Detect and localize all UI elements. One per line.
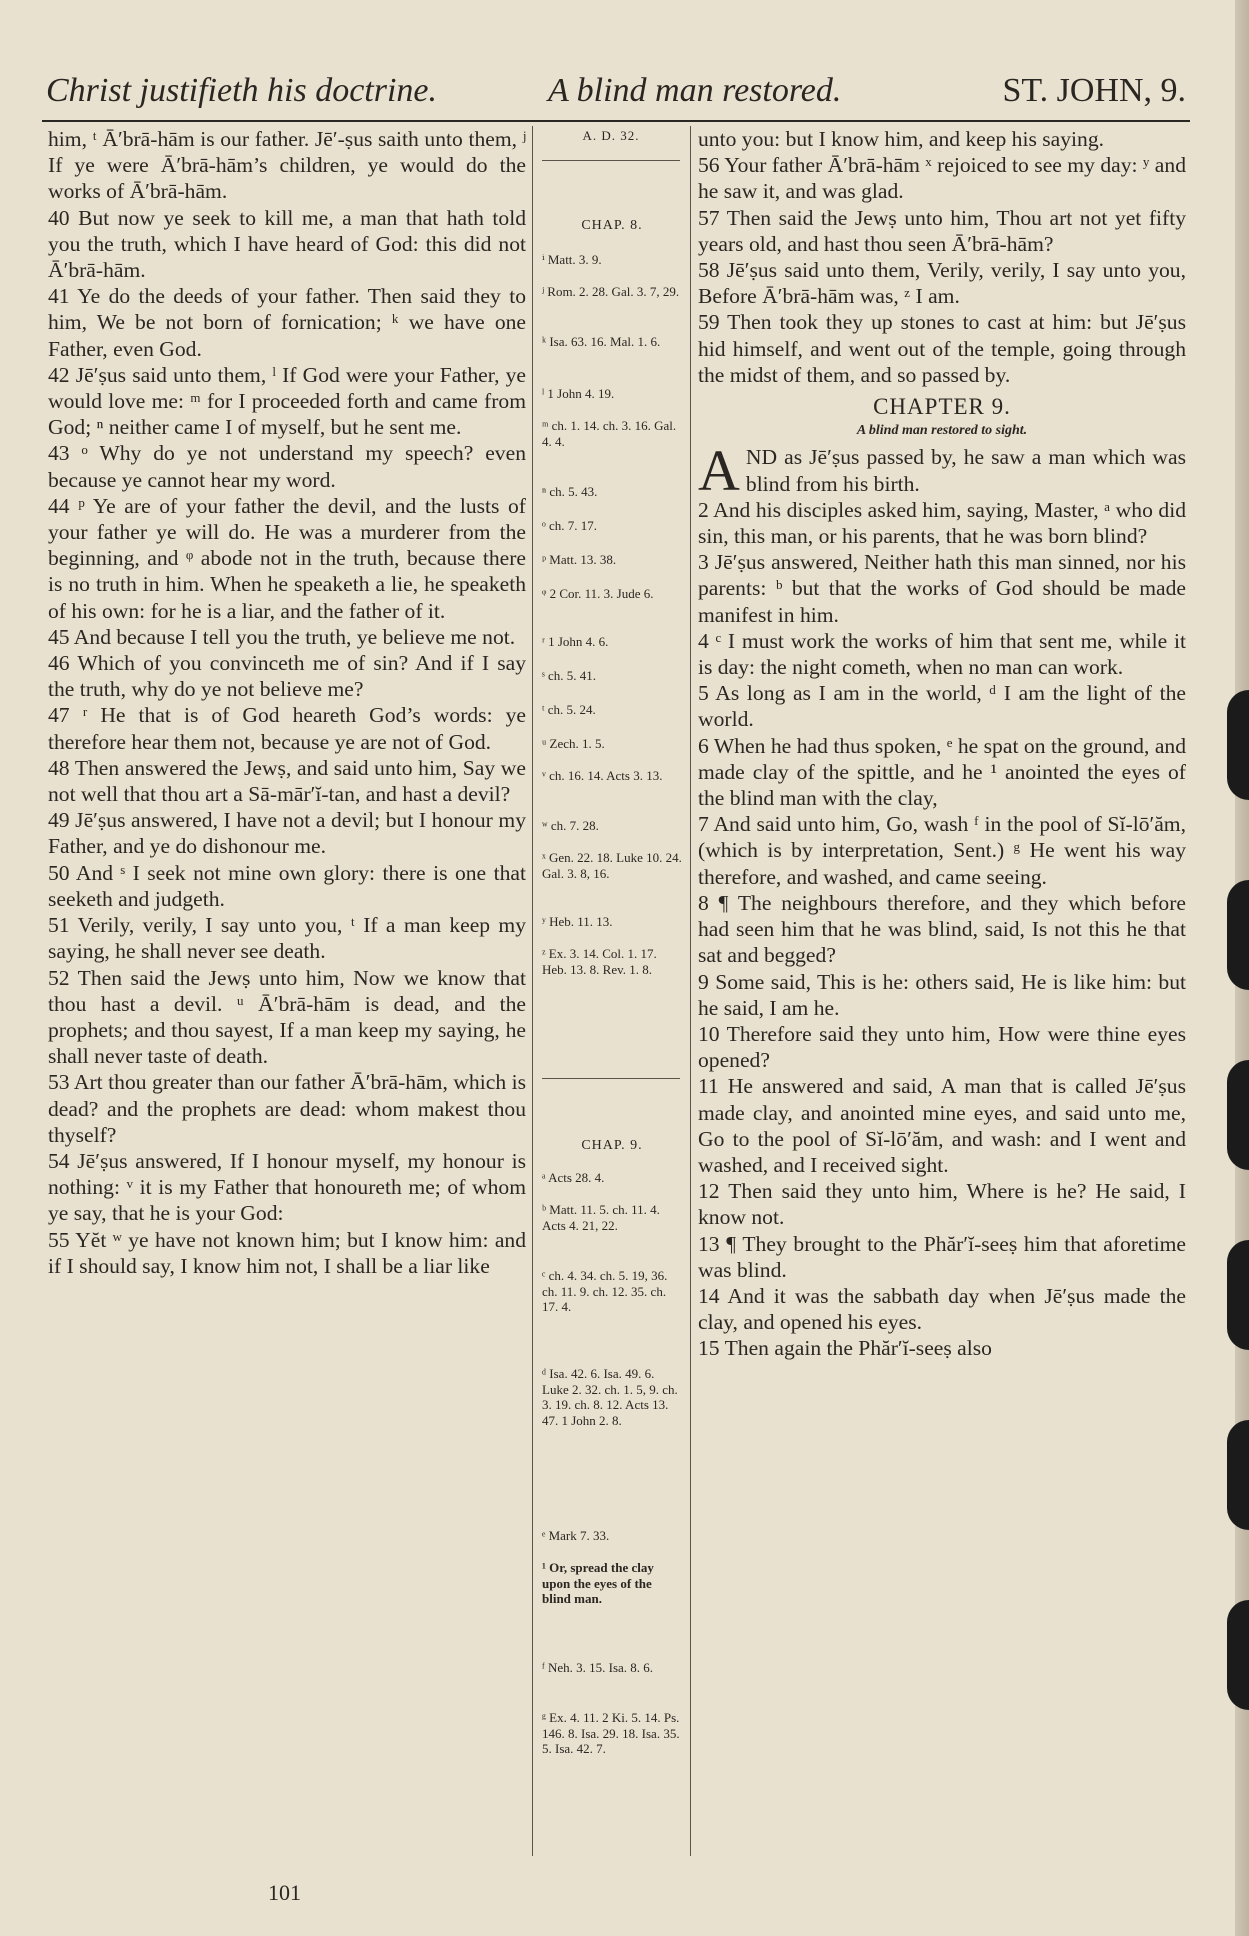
verse: 41 Ye do the deeds of your father. Then said they to him, We be not born of fornication; ᵏ we have one Father, even God.	[48, 284, 526, 361]
cross-reference: ˡ 1 John 4. 19.	[542, 386, 615, 401]
thumb-index-tab	[1227, 1060, 1249, 1170]
verse: 55 Yĕt ʷ ye have not known him; but I know him: and if I should say, I know him not, I shall be a liar like	[48, 1227, 526, 1278]
cross-reference: ʳ 1 John 4. 6.	[542, 634, 609, 649]
cross-reference: ⁿ ch. 5. 43.	[542, 484, 598, 499]
verse: 11 He answered and said, A man that is called Jē′ṣus made clay, and anointed mine eyes, and said unto me, Go to the pool of Sĭ-lō′ăm, and wash: and I went and washed, and I received sight.	[698, 1074, 1186, 1177]
verse: unto you: but I know him, and keep his saying.	[698, 127, 1105, 151]
cross-reference: ʷ ch. 7. 28.	[542, 818, 599, 833]
verse: 42 Jē′ṣus said unto them, ˡ If God were your Father, ye would love me: ᵐ for I proceeded forth and came from God; ⁿ neither came I of myself, but he sent me.	[48, 362, 526, 440]
verse: 4 ᶜ I must work the works of him that sent me, while it is day: the night cometh, when no man can work.	[698, 628, 1186, 680]
page-number: 101	[268, 1880, 301, 1905]
verse: 50 And ˢ I seek not mine own glory: there is one that seeketh and judgeth.	[48, 860, 526, 911]
chapter-8-marker: CHAP. 8.	[581, 218, 643, 233]
cross-reference: ʸ Heb. 11. 13.	[542, 914, 613, 929]
verse: 57 Then said the Jewṣ unto him, Thou art not yet fifty years old, and hast thou seen Ā′brā-hām?	[698, 205, 1186, 256]
column-divider-right	[690, 126, 691, 1856]
chapter-summary: A blind man restored to sight.	[856, 423, 1028, 439]
header-rule	[42, 120, 1190, 122]
header-left: Christ justifieth his doctrine.	[46, 72, 438, 109]
verse: 54 Jē′ṣus answered, If I honour myself, my honour is nothing: ᵛ it is my Father that honoureth me; of whom ye say, that he is your God:	[48, 1148, 526, 1226]
thumb-index-tab	[1227, 690, 1249, 800]
verse: 44 ᵖ Ye are of your father the devil, and the lusts of your father ye will do. He was a murderer from the beginning, and ᵠ abode not in the truth, because there is no truth in him. When he speaketh a lie, he speaketh of his own: for he is a liar, and the father of it.	[48, 493, 526, 623]
cross-reference: ᵃ Acts 28. 4.	[542, 1170, 605, 1185]
header-middle: A blind man restored.	[548, 72, 842, 109]
chapter-heading: CHAPTER 9.	[873, 394, 1011, 420]
verse: 43 ᵒ Why do ye not understand my speech? even because ye cannot hear my word.	[48, 441, 526, 492]
verse: 49 Jē′ṣus answered, I have not a devil; but I honour my Father, and ye do dishonour me.	[48, 808, 526, 859]
cross-reference: ᵈ Isa. 42. 6. Isa. 49. 6. Luke 2. 32. ch. 1. 5, 9. ch. 3. 19. ch. 8. 12. Acts 13. 47. 1 John 2. 8.	[542, 1366, 678, 1428]
verse: 13 ¶ They brought to the Phăr′ĭ-seeṣ him that aforetime was blind.	[698, 1231, 1186, 1282]
verse: 52 Then said the Jewṣ unto him, Now we know that thou hast a devil. ᵘ Ā′brā-hām is dead, and the prophets; and thou sayest, If a man keep my saying, he shall never taste of death.	[48, 965, 526, 1069]
verse	[698, 438, 1186, 504]
verse: 8 ¶ The neighbours therefore, and they which before had seen him that he was blind, said, Is not this he that sat and begged?	[698, 890, 1186, 968]
cross-reference: ᵐ ch. 1. 14. ch. 3. 16. Gal. 4. 4.	[542, 418, 677, 449]
verse: 5 As long as I am in the world, ᵈ I am the light of the world.	[698, 681, 1186, 732]
verse: 46 Which of you convinceth me of sin? And if I say the truth, why do ye not believe me?	[48, 651, 526, 702]
verse: 59 Then took they up stones to cast at him: but Jē′ṣus hid himself, and went out of the temple, going through the midst of them, and so passed by.	[698, 310, 1186, 387]
column-divider-left	[532, 126, 533, 1856]
cross-reference: ᵖ Matt. 13. 38.	[542, 552, 617, 567]
verse: 56 Your father Ā′brā-hām ˣ rejoiced to see my day: ʸ and he saw it, and was glad.	[698, 153, 1186, 204]
thumb-index-tab	[1227, 1600, 1249, 1710]
cross-reference: ˣ Gen. 22. 18. Luke 10. 24. Gal. 3. 8, 16.	[542, 850, 682, 881]
cross-reference: ᵍ Ex. 4. 11. 2 Ki. 5. 14. Ps. 146. 8. Isa. 29. 18. Isa. 35. 5. Isa. 42. 7.	[542, 1710, 680, 1756]
verse: 9 Some said, This is he: others said, He is like him: but he said, I am he.	[698, 969, 1186, 1020]
cross-reference: ᵘ Zech. 1. 5.	[542, 736, 605, 751]
verse: 51 Verily, verily, I say unto you, ᵗ If a man keep my saying, he shall never see death.	[48, 913, 526, 964]
cross-reference: ᶻ Ex. 3. 14. Col. 1. 17. Heb. 13. 8. Rev. 1. 8.	[542, 946, 657, 977]
cross-reference: ˢ ch. 5. 41.	[542, 668, 597, 683]
verse-text: ND as Jē′ṣus passed by, he saw a man which was blind from his birth.	[745, 445, 1186, 496]
verse: 45 And because I tell you the truth, ye believe me not.	[48, 624, 516, 649]
verse: 47 ʳ He that is of God heareth God’s words: ye therefore hear them not, because ye are not of God.	[48, 703, 526, 754]
center-reference-column	[538, 128, 684, 1756]
year-marker: A. D. 32.	[582, 128, 640, 143]
verse: 12 Then said they unto him, Where is he? He said, I know not.	[698, 1179, 1186, 1230]
cross-reference: ¹ Or, spread the clay upon the eyes of the blind man.	[542, 1560, 654, 1606]
cross-reference: ᵒ ch. 7. 17.	[542, 518, 598, 533]
verse: 40 But now ye seek to kill me, a man that hath told you the truth, which I have heard of God: this did not Ā′brā-hām.	[48, 205, 526, 283]
verse: 2 And his disciples asked him, saying, Master, ᵃ who did sin, this man, or his parents, that he was born blind?	[698, 497, 1186, 549]
center-rule	[542, 1078, 680, 1079]
center-rule	[542, 160, 680, 161]
verse: 14 And it was the sabbath day when Jē′ṣus made the clay, and opened his eyes.	[698, 1283, 1186, 1335]
verse: 7 And said unto him, Go, wash ᶠ in the pool of Sĭ-lō′ăm, (which is by interpretation, Sent.) ᵍ He went his way therefore, and washed, and came seeing.	[698, 812, 1186, 889]
verse: 15 Then again the Phăr′ĭ-seeṣ also	[698, 1336, 992, 1361]
thumb-index-tab	[1227, 1420, 1249, 1530]
left-column	[48, 126, 526, 1279]
verse: 10 Therefore said they unto him, How were thine eyes opened?	[698, 1021, 1186, 1073]
chapter-9-marker: CHAP. 9.	[581, 1138, 643, 1153]
verse: 3 Jē′ṣus answered, Neither hath this man sinned, nor his parents: ᵇ but that the works of God should be made manifest in him.	[698, 550, 1186, 627]
thumb-index-tab	[1227, 880, 1249, 990]
cross-reference: ⁱ Matt. 3. 9.	[542, 252, 602, 267]
cross-reference: ᶠ Neh. 3. 15. Isa. 8. 6.	[542, 1660, 654, 1675]
verse: 48 Then answered the Jewṣ, and said unto him, Say we not well that thou art a Sā-mār′ĭ-tan, and hast a devil?	[48, 755, 526, 807]
right-column	[698, 126, 1186, 1362]
header-right: ST. JOHN, 9.	[1002, 72, 1186, 109]
thumb-index-tab	[1227, 1240, 1249, 1350]
verse: 6 When he had thus spoken, ᵉ he spat on the ground, and made clay of the spittle, and he ¹ anointed the eyes of the blind man with the clay,	[698, 733, 1186, 811]
cross-reference: ᶜ ch. 4. 34. ch. 5. 19, 36. ch. 11. 9. ch. 12. 35. ch. 17. 4.	[542, 1268, 668, 1314]
cross-reference: ᵗ ch. 5. 24.	[542, 702, 596, 717]
verse: 53 Art thou greater than our father Ā′brā-hām, which is dead? and the prophets are dead: whom makest thou thyself?	[48, 1070, 526, 1147]
cross-reference: ᵠ 2 Cor. 11. 3. Jude 6.	[542, 586, 654, 601]
running-header	[46, 72, 1186, 118]
drop-cap: A	[698, 438, 740, 504]
cross-reference: ᵉ Mark 7. 33.	[542, 1528, 610, 1543]
cross-reference: ᵛ ch. 16. 14. Acts 3. 13.	[542, 768, 663, 783]
cross-reference: ᵏ Isa. 63. 16. Mal. 1. 6.	[542, 334, 661, 349]
verse: him, ᵗ Ā′brā-hām is our father. Jē′-ṣus saith unto them, ʲ If ye were Ā′brā-hām’s children, ye would do the works of Ā′brā-hām.	[48, 127, 526, 204]
verse: 58 Jē′ṣus said unto them, Verily, verily, I say unto you, Before Ā′brā-hām was, ᶻ I am.	[698, 258, 1186, 309]
cross-reference: ᵇ Matt. 11. 5. ch. 11. 4. Acts 4. 21, 22.	[542, 1202, 660, 1233]
cross-reference: ʲ Rom. 2. 28. Gal. 3. 7, 29.	[542, 284, 680, 299]
